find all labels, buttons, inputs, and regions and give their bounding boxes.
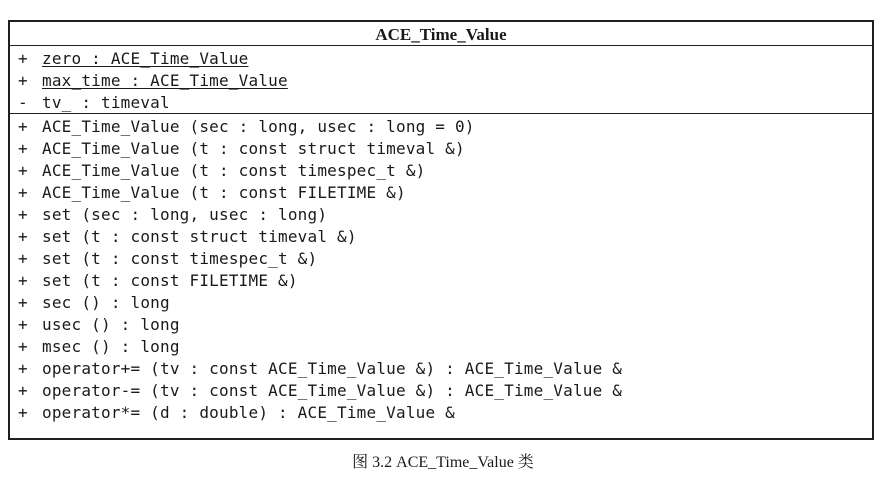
operation-row (18, 160, 872, 182)
operation-text: set (t : const FILETIME &) (42, 271, 298, 290)
attribute-row (18, 48, 872, 70)
visibility-marker: + (18, 315, 28, 334)
attribute-text: zero : ACE_Time_Value (42, 49, 249, 68)
operation-row (18, 270, 872, 292)
visibility-marker: + (18, 205, 28, 224)
operation-row (18, 204, 872, 226)
operation-text: sec () : long (42, 293, 170, 312)
operation-row (18, 116, 872, 138)
visibility-marker: + (18, 161, 28, 180)
attribute-text: max_time : ACE_Time_Value (42, 71, 288, 90)
operation-text: operator*= (d : double) : ACE_Time_Value & (42, 403, 455, 422)
operation-text: ACE_Time_Value (t : const timespec_t &) (42, 161, 426, 180)
uml-class-box (8, 20, 874, 440)
operation-row (18, 402, 872, 424)
operation-text: ACE_Time_Value (t : const FILETIME &) (42, 183, 406, 202)
operation-text: set (t : const timespec_t &) (42, 249, 318, 268)
operation-text: ACE_Time_Value (sec : long, usec : long = 0) (42, 117, 475, 136)
visibility-marker: + (18, 381, 28, 400)
visibility-marker: + (18, 271, 28, 290)
operation-text: ACE_Time_Value (t : const struct timeval &) (42, 139, 465, 158)
visibility-marker: + (18, 403, 28, 422)
operation-row (18, 314, 872, 336)
visibility-marker: + (18, 249, 28, 268)
visibility-marker: + (18, 71, 28, 90)
visibility-marker: - (18, 93, 28, 112)
operation-text: operator-= (tv : const ACE_Time_Value &) : ACE_Time_Value & (42, 381, 623, 400)
operation-text: usec () : long (42, 315, 180, 334)
attribute-row (18, 70, 872, 92)
visibility-marker: + (18, 183, 28, 202)
operation-row (18, 292, 872, 314)
operation-text: msec () : long (42, 337, 180, 356)
figure-caption: 图 3.2 ACE_Time_Value 类 (352, 454, 534, 471)
operation-row (18, 336, 872, 358)
visibility-marker: + (18, 117, 28, 136)
operations-compartment (10, 114, 872, 438)
operation-row (18, 358, 872, 380)
operation-row (18, 248, 872, 270)
visibility-marker: + (18, 359, 28, 378)
operation-row (18, 226, 872, 248)
class-name: ACE_Time_Value (10, 22, 872, 46)
operation-row (18, 380, 872, 402)
visibility-marker: + (18, 139, 28, 158)
attribute-row (18, 92, 872, 114)
attribute-text: tv_ : timeval (42, 93, 170, 112)
visibility-marker: + (18, 49, 28, 68)
operation-row (18, 182, 872, 204)
operation-text: operator+= (tv : const ACE_Time_Value &) : ACE_Time_Value & (42, 359, 623, 378)
operation-row (18, 138, 872, 160)
operation-text: set (t : const struct timeval &) (42, 227, 357, 246)
attributes-compartment (10, 46, 872, 114)
visibility-marker: + (18, 337, 28, 356)
visibility-marker: + (18, 227, 28, 246)
operation-text: set (sec : long, usec : long) (42, 205, 328, 224)
visibility-marker: + (18, 293, 28, 312)
